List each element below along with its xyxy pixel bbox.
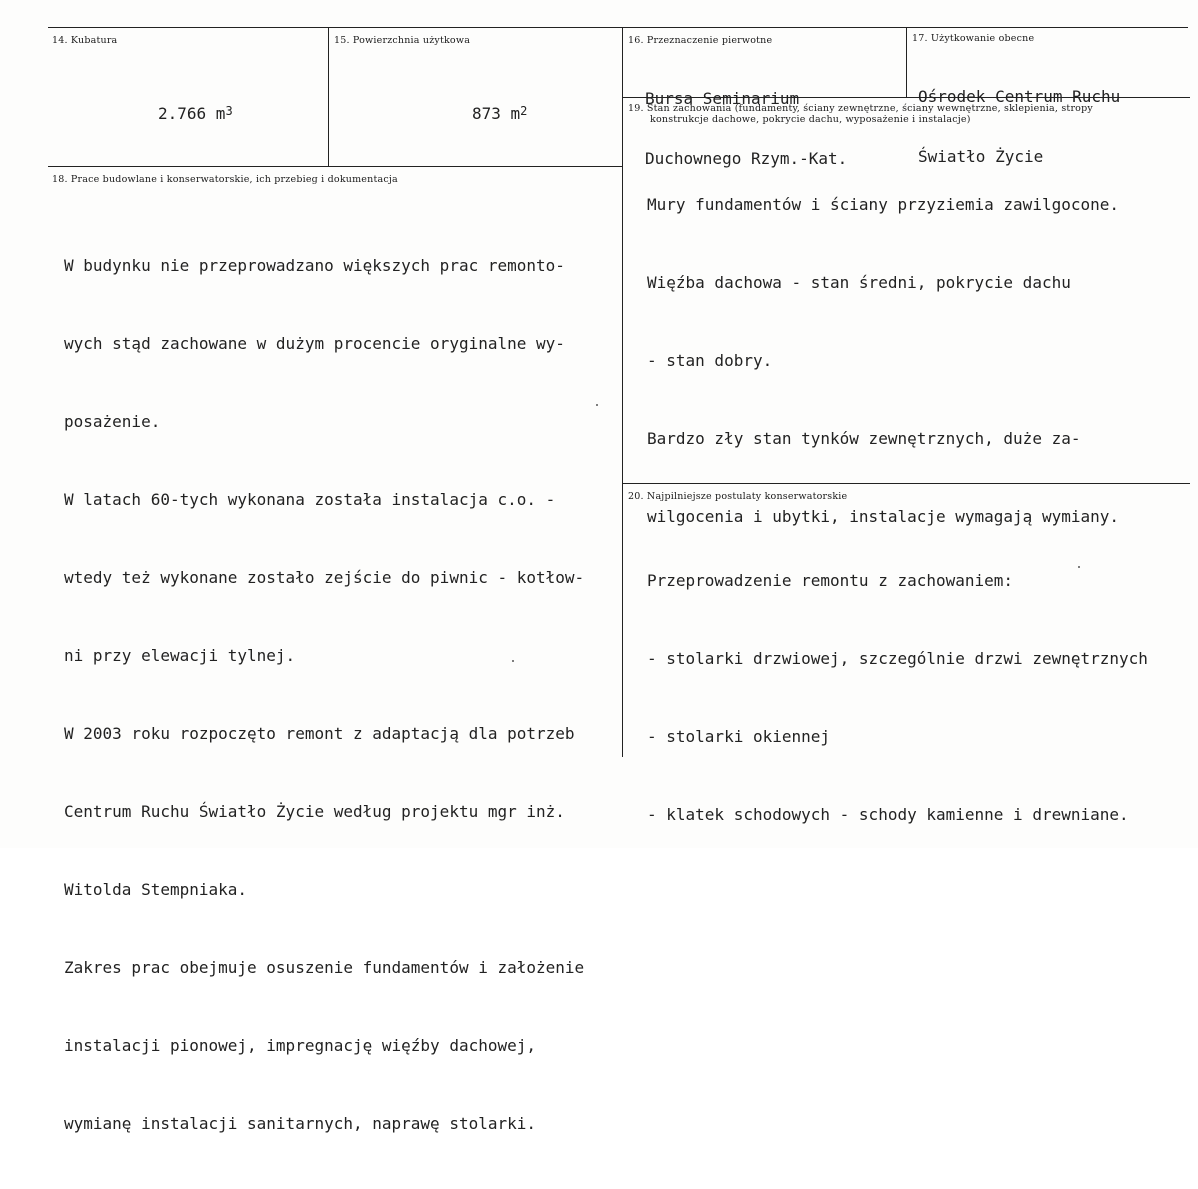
center-divider — [622, 27, 623, 757]
field-18-label: 18. Prace budowlane i konserwatorskie, ich przebieg i dokumentacja — [52, 174, 398, 185]
field-18-line: posażenie. — [64, 412, 161, 431]
scan-speck — [1078, 566, 1080, 568]
field-19-line: Bardzo zły stan tynków zewnętrznych, duże za- — [647, 429, 1081, 448]
field-18-line: ni przy elewacji tylnej. — [64, 646, 296, 665]
field-14-label: 14. Kubatura — [52, 35, 118, 46]
field-19-line: wilgocenia i ubytki, instalacje wymagają wymiany. — [647, 507, 1120, 526]
field-19-label — [628, 103, 1093, 125]
divider-16-17 — [906, 27, 907, 97]
field-18-line: wtedy też wykonane zostało zejście do piwnic - kotłow- — [64, 568, 585, 587]
field-18-line: W latach 60-tych wykonana została instalacja c.o. - — [64, 490, 556, 509]
field-19-line: Więźba dachowa - stan średni, pokrycie dachu — [647, 273, 1071, 292]
field-17-line: Światło Życie — [918, 147, 1044, 166]
field-20-line: Przeprowadzenie remontu z zachowaniem: — [647, 571, 1014, 590]
field-18-line: Centrum Ruchu Światło Życie według projektu mgr inż. — [64, 802, 565, 821]
field-18-line: Witolda Stempniaka. — [64, 880, 248, 899]
field-15-value — [472, 104, 527, 123]
field-20-line: - stolarki okiennej — [647, 727, 831, 746]
top-border-line — [48, 27, 1188, 28]
field-15-exponent: 2 — [520, 104, 528, 118]
field-20-label: 20. Najpilniejsze postulaty konserwatorskie — [628, 491, 848, 502]
field-16-line: Bursa Seminarium — [645, 89, 800, 108]
field-18-line: W budynku nie przeprowadzano większych prac remonto- — [64, 256, 565, 275]
field-15-label: 15. Powierzchnia użytkowa — [334, 35, 471, 46]
field-18-line: Zakres prac obejmuje osuszenie fundamentów i założenie — [64, 958, 585, 977]
field-16-line: Duchownego Rzym.-Kat. — [645, 149, 848, 168]
scan-speck — [512, 660, 514, 662]
field-20-line: - stolarki drzwiowej, szczególnie drzwi zewnętrznych — [647, 649, 1148, 668]
field-14-value — [158, 104, 233, 123]
field-16-label: 16. Przeznaczenie pierwotne — [628, 35, 773, 46]
field-19-line: - stan dobry. — [647, 351, 773, 370]
field-19-label-line: 19. Stan zachowania (fundamenty, ściany zewnętrzne, ściany wewnętrzne, sklepienia, stropy — [628, 103, 1093, 114]
scan-speck — [596, 404, 598, 406]
field-18-line: wych stąd zachowane w dużym procencie oryginalne wy- — [64, 334, 565, 353]
field-19-label-line: konstrukcje dachowe, pokrycie dachu, wyposażenie i instalacje) — [650, 114, 971, 125]
field-15-amount: 873 m — [472, 104, 521, 123]
field-17-label: 17. Użytkowanie obecne — [912, 33, 1035, 44]
field-14-exponent: 3 — [225, 104, 233, 118]
field-17-line: Ośrodek Centrum Ruchu — [918, 87, 1121, 106]
field-19-line: Mury fundamentów i ściany przyziemia zawilgocone. — [647, 195, 1120, 214]
divider-14-15 — [328, 27, 329, 166]
divider-14-18 — [48, 166, 622, 167]
field-18-text — [64, 201, 584, 1189]
field-18-line: W 2003 roku rozpoczęto remont z adaptacją dla potrzeb — [64, 724, 575, 743]
field-20-text — [647, 516, 1148, 880]
field-18-line: instalacji pionowej, impregnację więźby dachowej, — [64, 1036, 537, 1055]
field-18-line: wymianę instalacji sanitarnych, naprawę stolarki. — [64, 1114, 537, 1133]
field-20-line: - klatek schodowych - schody kamienne i drewniane. — [647, 805, 1129, 824]
field-14-amount: 2.766 m — [158, 104, 226, 123]
